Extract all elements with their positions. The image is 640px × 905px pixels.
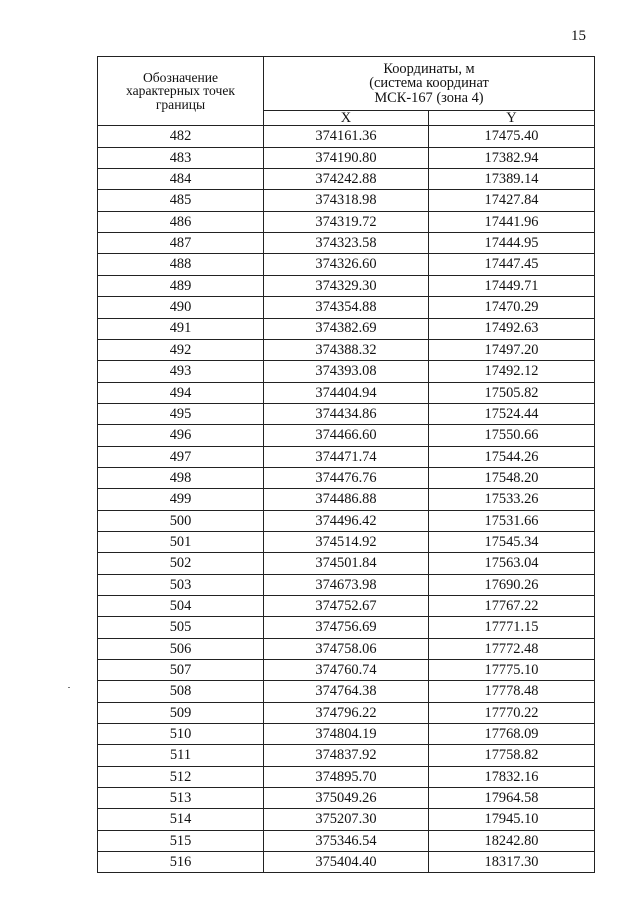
coords-header-line: МСК-167 (зона 4)	[374, 89, 484, 106]
y-column-header: Y	[429, 111, 595, 126]
y-coordinate-cell: 18317.30	[429, 852, 595, 873]
y-coordinate-cell: 17545.34	[429, 531, 595, 552]
point-number-cell: 515	[98, 830, 264, 851]
y-coordinate-cell: 17505.82	[429, 382, 595, 403]
table-row	[98, 617, 595, 638]
table-row	[98, 254, 595, 275]
y-coordinate-cell: 17832.16	[429, 766, 595, 787]
x-coordinate-cell: 374501.84	[264, 553, 429, 574]
table-row	[98, 275, 595, 296]
table-row	[98, 211, 595, 232]
y-coordinate-cell: 17775.10	[429, 660, 595, 681]
table-row	[98, 553, 595, 574]
y-coordinate-cell: 17772.48	[429, 638, 595, 659]
x-coordinate-cell: 374318.98	[264, 190, 429, 211]
y-coordinate-cell: 17768.09	[429, 724, 595, 745]
coordinates-table	[97, 56, 595, 873]
point-number-cell: 483	[98, 147, 264, 168]
coords-header-line: Координаты, м	[383, 60, 475, 77]
table-body	[98, 126, 595, 873]
y-coordinate-cell: 17550.66	[429, 425, 595, 446]
coords-header-line: (система координат	[369, 75, 489, 92]
point-column-header	[98, 57, 264, 126]
point-number-cell: 508	[98, 681, 264, 702]
x-coordinate-cell: 374760.74	[264, 660, 429, 681]
point-number-cell: 502	[98, 553, 264, 574]
y-coordinate-cell: 17497.20	[429, 339, 595, 360]
point-number-cell: 507	[98, 660, 264, 681]
x-coordinate-cell: 374388.32	[264, 339, 429, 360]
table-row	[98, 403, 595, 424]
point-header-line: характерных точек	[126, 83, 235, 99]
point-number-cell: 493	[98, 361, 264, 382]
y-coordinate-cell: 17449.71	[429, 275, 595, 296]
point-number-cell: 490	[98, 297, 264, 318]
y-coordinate-cell: 17690.26	[429, 574, 595, 595]
y-coordinate-cell: 17444.95	[429, 233, 595, 254]
point-number-cell: 506	[98, 638, 264, 659]
x-coordinate-cell: 374404.94	[264, 382, 429, 403]
point-number-cell: 496	[98, 425, 264, 446]
x-coordinate-cell: 374329.30	[264, 275, 429, 296]
x-coordinate-cell: 374804.19	[264, 724, 429, 745]
x-coordinate-cell: 374326.60	[264, 254, 429, 275]
y-coordinate-cell: 17492.12	[429, 361, 595, 382]
x-coordinate-cell: 374895.70	[264, 766, 429, 787]
x-coordinate-cell: 374382.69	[264, 318, 429, 339]
point-number-cell: 504	[98, 595, 264, 616]
point-number-cell: 500	[98, 510, 264, 531]
table-row	[98, 745, 595, 766]
table-row	[98, 724, 595, 745]
y-coordinate-cell: 17447.45	[429, 254, 595, 275]
x-coordinate-cell: 375404.40	[264, 852, 429, 873]
table-row	[98, 147, 595, 168]
x-coordinate-cell: 374752.67	[264, 595, 429, 616]
y-coordinate-cell: 17563.04	[429, 553, 595, 574]
x-coordinate-cell: 375346.54	[264, 830, 429, 851]
table-header	[98, 57, 595, 126]
table-row	[98, 382, 595, 403]
point-number-cell: 495	[98, 403, 264, 424]
table-row	[98, 830, 595, 851]
table-row	[98, 531, 595, 552]
point-number-cell: 509	[98, 702, 264, 723]
x-coordinate-cell: 374486.88	[264, 489, 429, 510]
table-row	[98, 681, 595, 702]
table-row	[98, 425, 595, 446]
y-coordinate-cell: 17382.94	[429, 147, 595, 168]
x-coordinate-cell: 374354.88	[264, 297, 429, 318]
y-coordinate-cell: 17758.82	[429, 745, 595, 766]
point-number-cell: 489	[98, 275, 264, 296]
table-row	[98, 638, 595, 659]
point-number-cell: 486	[98, 211, 264, 232]
point-header-line: границы	[155, 97, 206, 112]
table-row	[98, 318, 595, 339]
point-number-cell: 487	[98, 233, 264, 254]
y-coordinate-cell: 17778.48	[429, 681, 595, 702]
point-number-cell: 498	[98, 467, 264, 488]
x-coordinate-cell: 374514.92	[264, 531, 429, 552]
x-coordinate-cell: 375049.26	[264, 788, 429, 809]
x-coordinate-cell: 374190.80	[264, 147, 429, 168]
table-row	[98, 788, 595, 809]
y-coordinate-cell: 17492.63	[429, 318, 595, 339]
y-coordinate-cell: 17389.14	[429, 169, 595, 190]
table-row	[98, 574, 595, 595]
x-coordinate-cell: 374756.69	[264, 617, 429, 638]
point-number-cell: 516	[98, 852, 264, 873]
y-coordinate-cell: 17470.29	[429, 297, 595, 318]
x-coordinate-cell: 374837.92	[264, 745, 429, 766]
table-row	[98, 510, 595, 531]
table-row	[98, 467, 595, 488]
x-coordinate-cell: 374319.72	[264, 211, 429, 232]
table-row	[98, 233, 595, 254]
y-coordinate-cell: 17767.22	[429, 595, 595, 616]
table-row	[98, 190, 595, 211]
table-row	[98, 361, 595, 382]
point-number-cell: 505	[98, 617, 264, 638]
y-coordinate-cell: 17524.44	[429, 403, 595, 424]
point-number-cell: 497	[98, 446, 264, 467]
point-number-cell: 492	[98, 339, 264, 360]
table-row	[98, 766, 595, 787]
point-number-cell: 503	[98, 574, 264, 595]
table-row	[98, 809, 595, 830]
x-coordinate-cell: 374471.74	[264, 446, 429, 467]
table-row	[98, 852, 595, 873]
table-row	[98, 595, 595, 616]
y-coordinate-cell: 17548.20	[429, 467, 595, 488]
x-coordinate-cell: 374434.86	[264, 403, 429, 424]
table-row	[98, 126, 595, 147]
x-coordinate-cell: 374476.76	[264, 467, 429, 488]
table-row	[98, 446, 595, 467]
page-number: 15	[571, 28, 586, 44]
x-coordinate-cell: 374323.58	[264, 233, 429, 254]
point-number-cell: 511	[98, 745, 264, 766]
point-number-cell: 491	[98, 318, 264, 339]
table-row	[98, 489, 595, 510]
x-coordinate-cell: 374764.38	[264, 681, 429, 702]
point-number-cell: 501	[98, 531, 264, 552]
y-coordinate-cell: 17770.22	[429, 702, 595, 723]
point-number-cell: 499	[98, 489, 264, 510]
point-number-cell: 484	[98, 169, 264, 190]
y-coordinate-cell: 17945.10	[429, 809, 595, 830]
point-number-cell: 494	[98, 382, 264, 403]
x-coordinate-cell: 374393.08	[264, 361, 429, 382]
y-coordinate-cell: 17964.58	[429, 788, 595, 809]
table-row	[98, 169, 595, 190]
point-number-cell: 485	[98, 190, 264, 211]
x-coordinate-cell: 374466.60	[264, 425, 429, 446]
x-column-header: X	[264, 111, 429, 126]
point-number-cell: 510	[98, 724, 264, 745]
x-coordinate-cell: 374796.22	[264, 702, 429, 723]
y-coordinate-cell: 17533.26	[429, 489, 595, 510]
coordinates-column-header	[264, 57, 595, 111]
y-coordinate-cell: 17544.26	[429, 446, 595, 467]
table-row	[98, 339, 595, 360]
scan-mark	[68, 687, 70, 688]
y-coordinate-cell: 17531.66	[429, 510, 595, 531]
point-number-cell: 513	[98, 788, 264, 809]
y-coordinate-cell: 17441.96	[429, 211, 595, 232]
x-coordinate-cell: 374161.36	[264, 126, 429, 147]
x-coordinate-cell: 374673.98	[264, 574, 429, 595]
x-coordinate-cell: 375207.30	[264, 809, 429, 830]
point-number-cell: 514	[98, 809, 264, 830]
x-coordinate-cell: 374242.88	[264, 169, 429, 190]
table-row	[98, 660, 595, 681]
point-number-cell: 488	[98, 254, 264, 275]
y-coordinate-cell: 17475.40	[429, 126, 595, 147]
y-coordinate-cell: 18242.80	[429, 830, 595, 851]
x-coordinate-cell: 374496.42	[264, 510, 429, 531]
point-number-cell: 482	[98, 126, 264, 147]
point-header-line: Обозначение	[142, 69, 219, 85]
y-coordinate-cell: 17771.15	[429, 617, 595, 638]
y-coordinate-cell: 17427.84	[429, 190, 595, 211]
x-coordinate-cell: 374758.06	[264, 638, 429, 659]
point-number-cell: 512	[98, 766, 264, 787]
table-row	[98, 702, 595, 723]
table-row	[98, 297, 595, 318]
